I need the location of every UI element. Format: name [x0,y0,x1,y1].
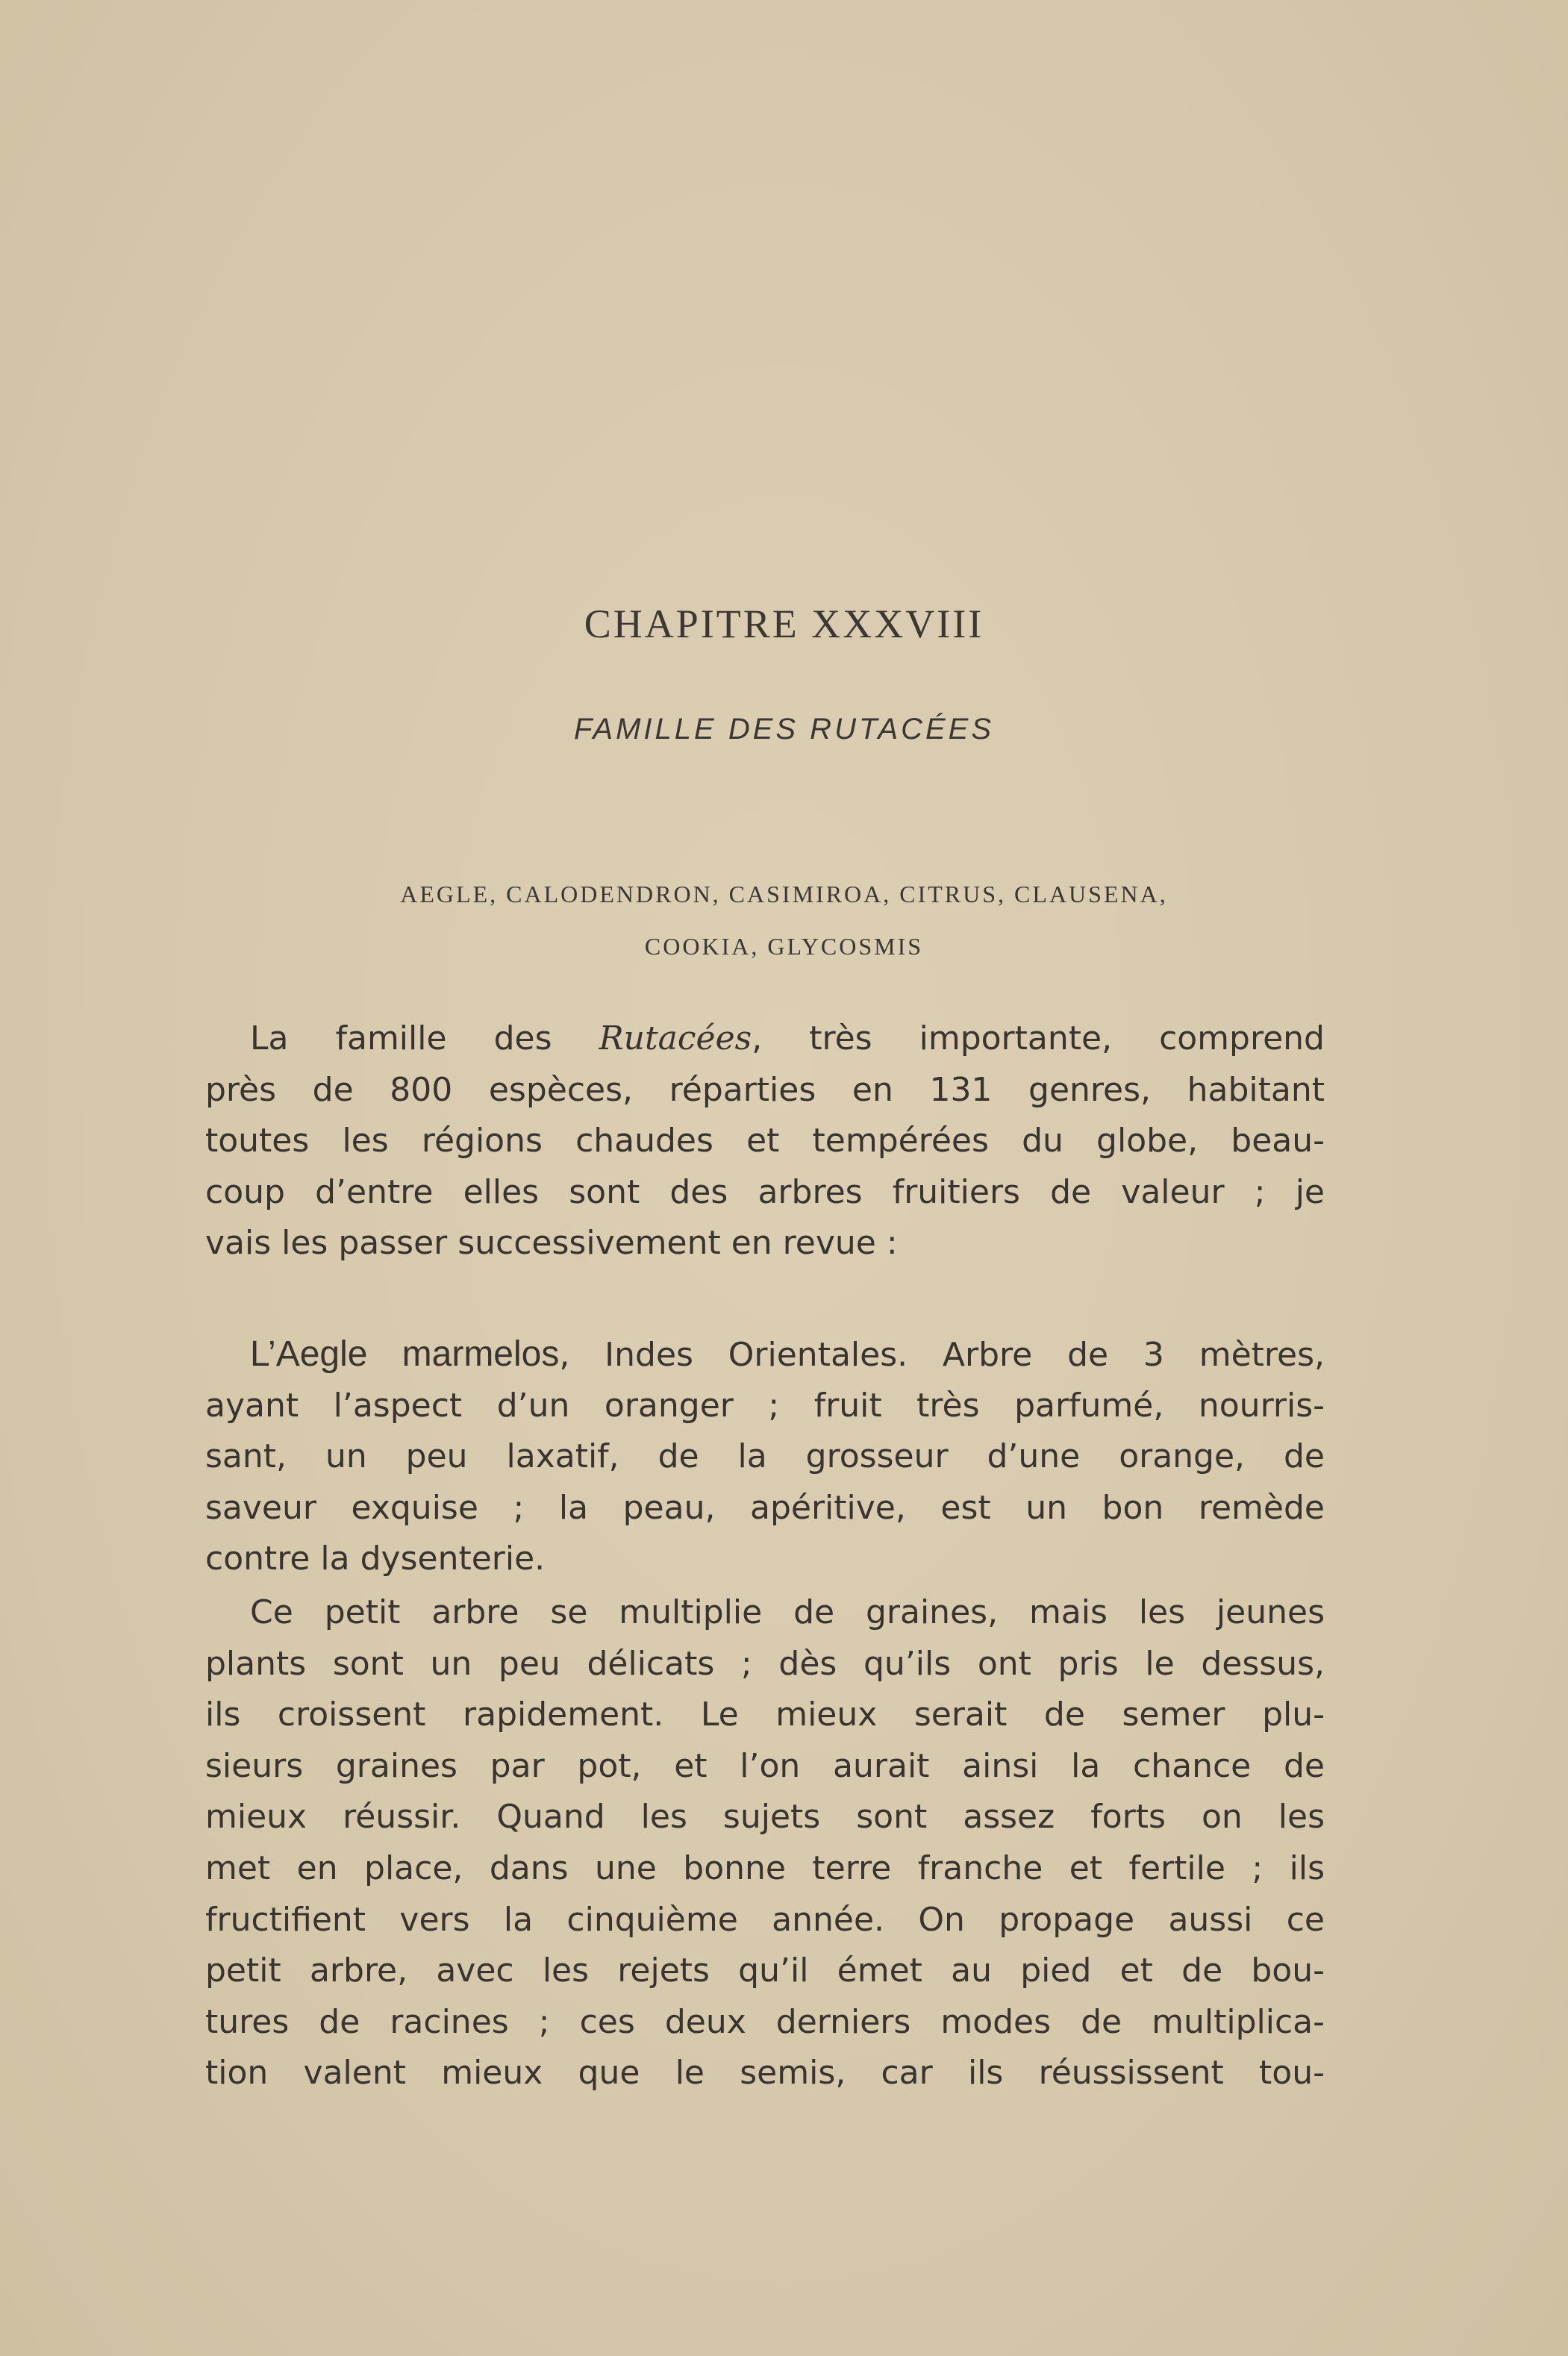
paragraph-line: coup d’entre elles sont des arbres fruitiers de valeur ; je [205,1172,1325,1211]
text-run: , Indes Orientales. Arbre de 3 mètres, [559,1336,1325,1374]
family-name-italic: Rutacées [599,1019,752,1057]
paragraph-line: Ce petit arbre se multiplie de graines, mais les jeunes [250,1593,1325,1631]
text-run: , très importante, comprend [752,1019,1325,1057]
paragraph-line: saveur exquise ; la peau, apéritive, est un bon remède [205,1488,1325,1527]
paragraph-aegle [205,1329,1325,1585]
paragraph-culture [205,1587,1325,2099]
paragraph-line: mieux réussir. Quand les sujets sont assez forts on les [205,1798,1325,1837]
genera-list [0,868,1568,972]
paragraph-line: tures de racines ; ces deux derniers modes de multiplica- [205,2002,1325,2041]
paragraph-line: fructifient vers la cinquième année. On propage aussi ce [205,1900,1325,1939]
genera-line-2: COOKIA, GLYCOSMIS [644,933,924,960]
genera-line-1: AEGLE, CALODENDRON, CASIMIROA, CITRUS, CLAUSENA, [400,881,1168,907]
family-title: FAMILLE DES RUTACÉES [573,713,995,746]
paragraph-line: plants sont un peu délicats ; dès qu’ils ont pris le dessus, [205,1644,1325,1683]
paragraph-line: ayant l’aspect d’un oranger ; fruit très parfumé, nourris- [205,1386,1325,1425]
paragraph-line: met en place, dans une bonne terre franche et fertile ; ils [205,1849,1325,1887]
chapter-title: CHAPITRE XXXVIII [584,602,984,646]
paragraph-line [205,1329,1325,1381]
paragraph-line: sieurs graines par pot, et l’on aurait ainsi la chance de [205,1746,1325,1785]
paragraph-line: près de 800 espèces, réparties en 131 genres, habitant [205,1070,1325,1109]
paragraph-line: vais les passer successivement en revue : [205,1224,898,1263]
paragraph-line: tion valent mieux que le semis, car ils réussissent tou- [205,2054,1325,2093]
paragraph-line: sant, un peu laxatif, de la grosseur d’une orange, de [205,1437,1325,1476]
paragraph-line: contre la dysenterie. [205,1540,546,1578]
species-name: L’Aegle marmelos [250,1334,560,1374]
paragraph-line [205,1013,1325,1065]
paragraph-intro [205,1013,1325,1269]
paragraph-line: toutes les régions chaudes et tempérées du globe, beau- [205,1122,1325,1160]
paragraph-line: petit arbre, avec les rejets qu’il émet au pied et de bou- [205,1952,1325,1990]
paragraph-line: ils croissent rapidement. Le mieux serait de semer plu- [205,1696,1325,1734]
text-run: La famille des [250,1019,552,1057]
